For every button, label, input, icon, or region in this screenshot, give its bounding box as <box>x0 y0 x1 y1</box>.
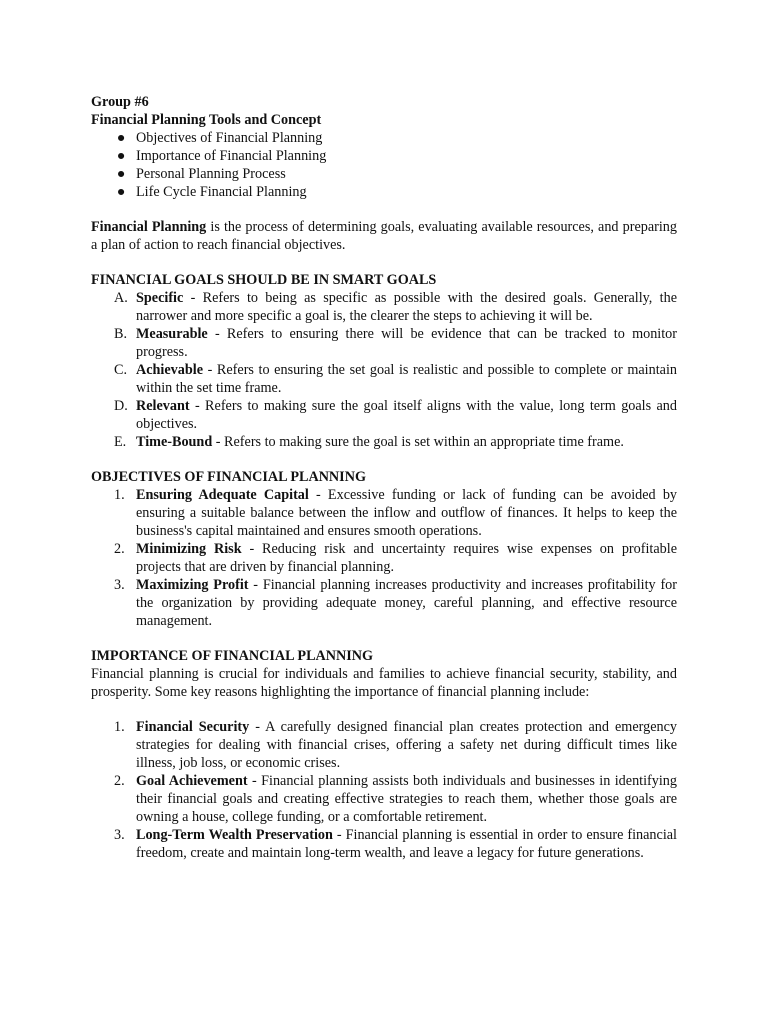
group-label: Group #6 <box>91 94 149 110</box>
bullet-icon: ● <box>116 148 126 164</box>
topic-list <box>91 129 677 201</box>
smart-heading: FINANCIAL GOALS SHOULD BE IN SMART GOALS <box>91 272 437 288</box>
list-item: 3. Maximizing Profit - Financial planning increases productivity and increases profitability for the organization by providing adequate money, careful planning, and effective resource management. <box>114 577 677 629</box>
bullet-icon: ● <box>116 130 126 146</box>
list-item: 1. Ensuring Adequate Capital - Excessive funding or lack of funding can be avoided by ensuring a suitable balance between the inflow and outflow of finances. It helps to keep the business's capital maintained and ensures smooth operations. <box>114 487 678 539</box>
smart-list <box>91 289 677 451</box>
topic-item: ● Personal Planning Process <box>116 166 286 182</box>
list-item: 3. Long-Term Wealth Preservation - Financial planning is essential in order to ensure financial freedom, create and maintain long-term wealth, and leave a legacy for future generations. <box>114 827 677 861</box>
definition-text: is the process of determining goals, evaluating available resources, and preparing a plan of action to reach financial objectives. <box>91 219 677 253</box>
list-item: 2. Goal Achievement - Financial planning assists both individuals and businesses in identifying their financial goals and creating effective strategies to reach them, whether those goals are owning a house, college funding, or a comfortable retirement. <box>114 773 677 825</box>
topic-item: ● Objectives of Financial Planning <box>116 130 323 146</box>
list-item: A. Specific - Refers to being as specific as possible with the desired goals. Generally, the narrower and more specific a goal is, the clearer the steps to achieving it will be. <box>114 290 677 324</box>
bullet-icon: ● <box>116 184 126 200</box>
document-title: Financial Planning Tools and Concept <box>91 112 322 128</box>
bullet-icon: ● <box>116 166 126 182</box>
document-page <box>91 93 677 862</box>
objectives-list <box>91 486 677 630</box>
list-item: B. Measurable - Refers to ensuring there will be evidence that can be tracked to monitor progress. <box>114 326 677 360</box>
list-item: E. Time-Bound - Refers to making sure the goal is set within an appropriate time frame. <box>114 434 624 450</box>
topic-item: ● Importance of Financial Planning <box>116 148 327 164</box>
list-item: D. Relevant - Refers to making sure the goal itself aligns with the value, long term goals and objectives. <box>114 398 677 432</box>
importance-intro: Financial planning is crucial for individuals and families to achieve financial security, stability, and prosperity. Some key reasons highlighting the importance of financial planning include: <box>91 666 677 700</box>
definition-term: Financial Planning <box>91 219 207 235</box>
importance-heading: IMPORTANCE OF FINANCIAL PLANNING <box>91 648 374 664</box>
list-item: 1. Financial Security - A carefully designed financial plan creates protection and emergency strategies for dealing with financial crises, offering a safety net during difficult times like illness, job loss, or economic crises. <box>114 719 677 771</box>
list-item: 2. Minimizing Risk - Reducing risk and uncertainty requires wise expenses on profitable projects that are driven by financial planning. <box>114 541 677 575</box>
definition-paragraph <box>91 218 677 254</box>
topic-item: ● Life Cycle Financial Planning <box>116 184 307 200</box>
list-item: C. Achievable - Refers to ensuring the set goal is realistic and possible to complete or maintain within the set time frame. <box>114 362 677 396</box>
objectives-heading: OBJECTIVES OF FINANCIAL PLANNING <box>91 469 366 485</box>
importance-list <box>91 718 677 862</box>
